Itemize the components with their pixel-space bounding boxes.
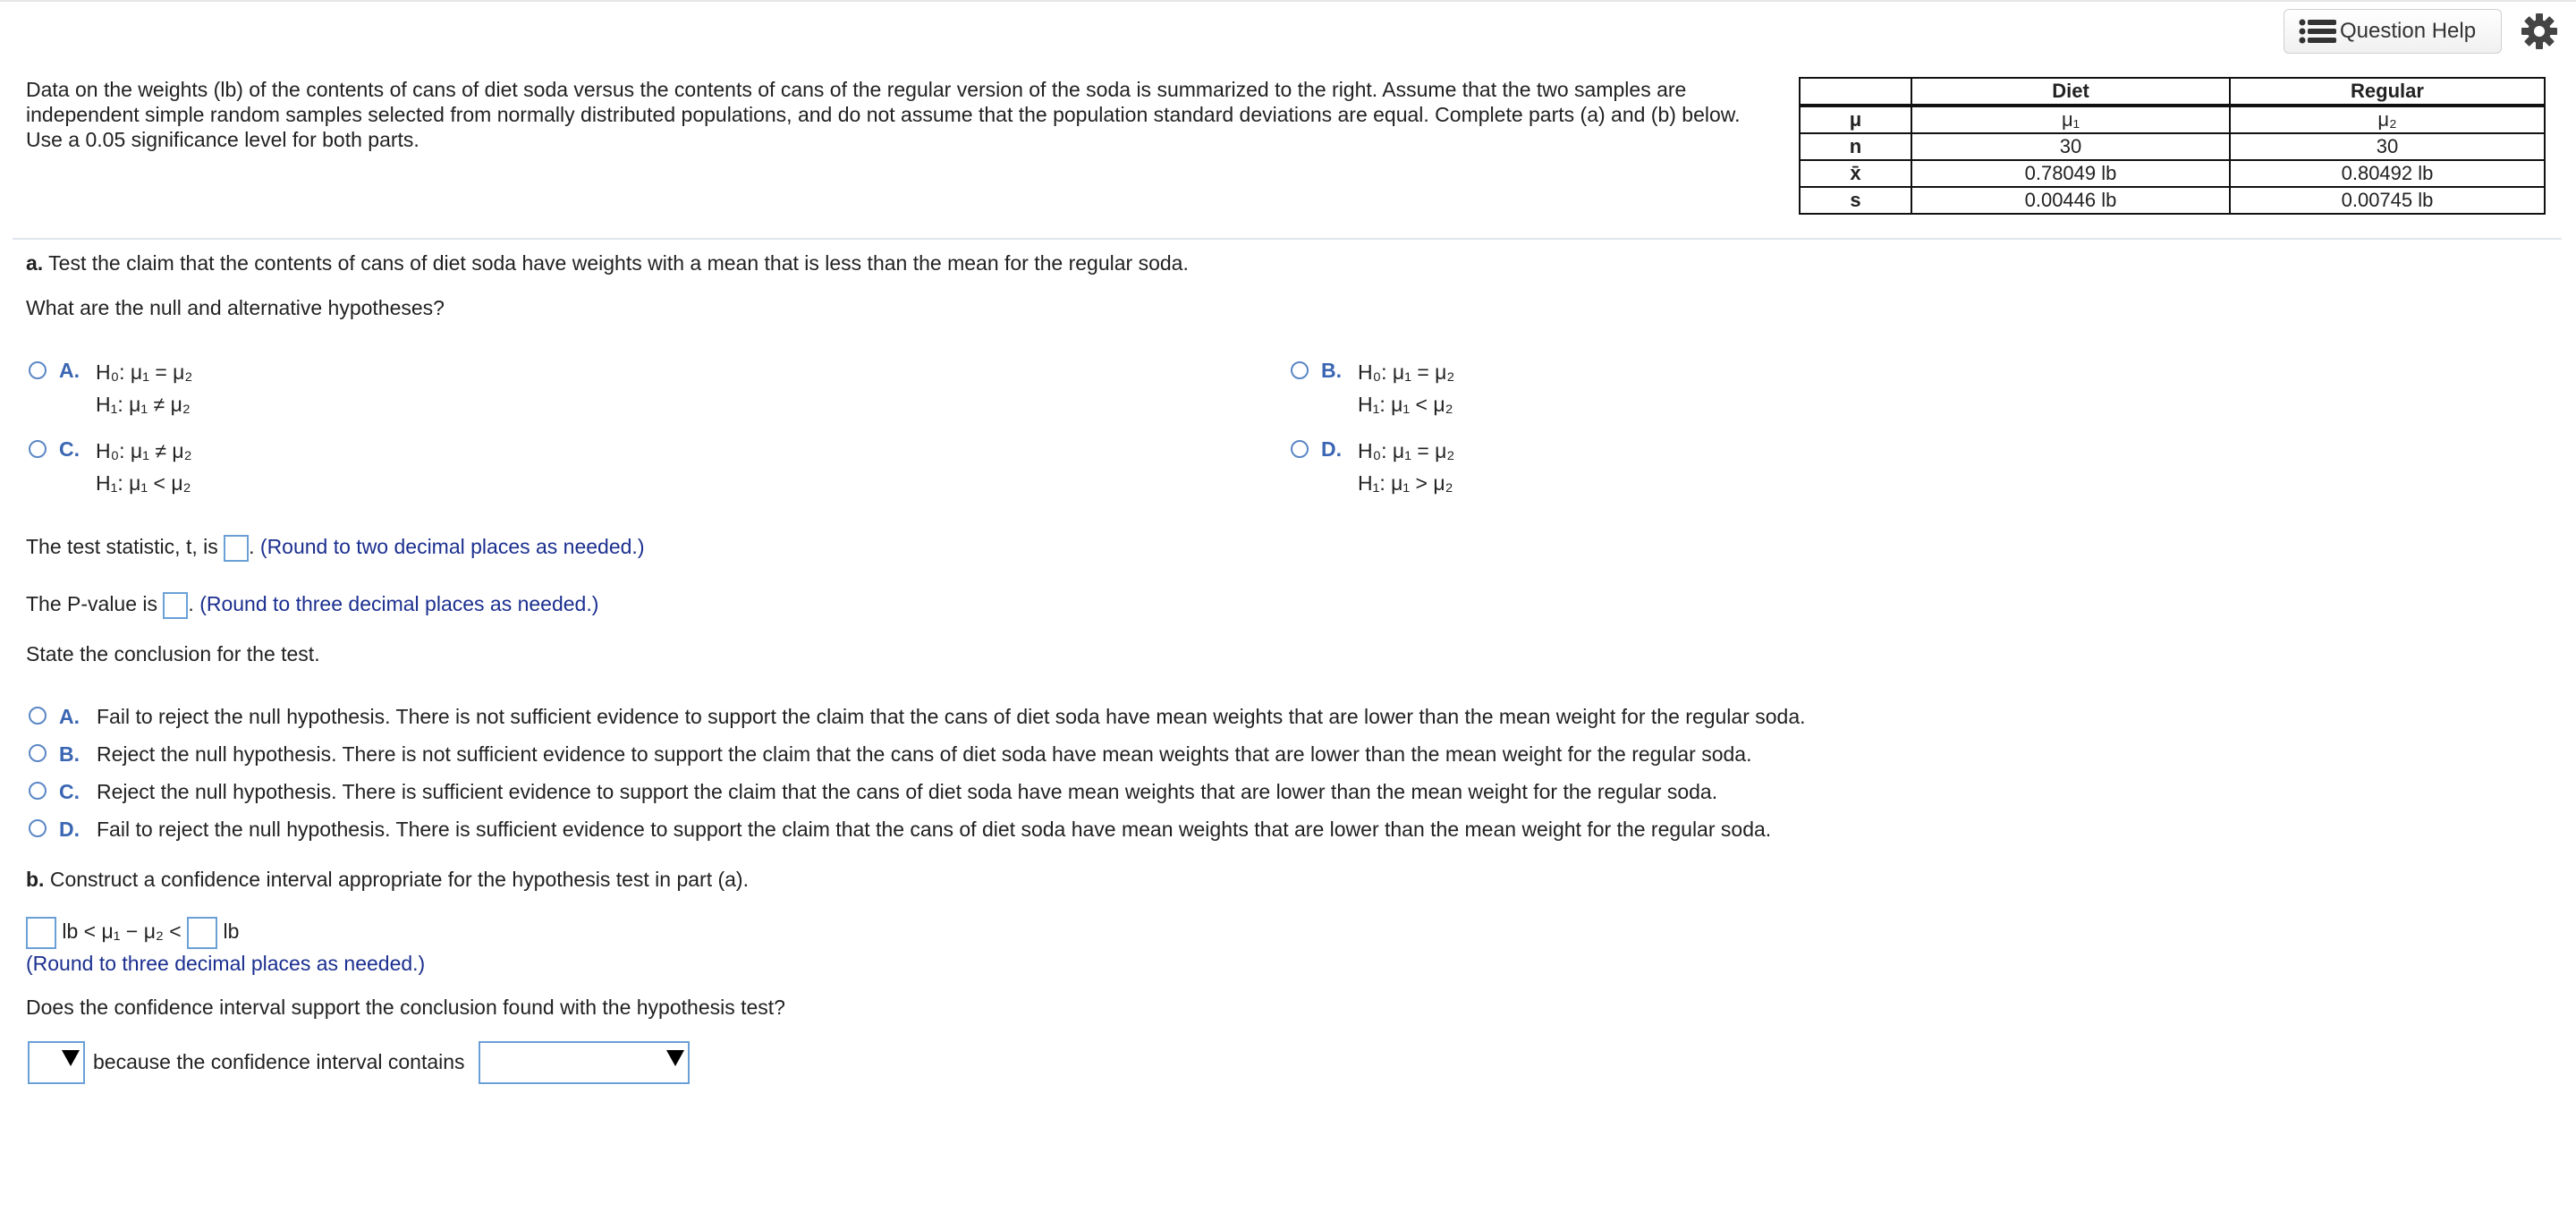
conclusion-option-d-text[interactable]: Fail to reject the null hypothesis. There is sufficient evidence to support the claim that the cans of diet soda have mean weights that are lower than the mean weight for the regular soda.	[97, 818, 1772, 841]
conclusion-option-d-radio[interactable]	[29, 819, 47, 837]
row-label: s	[1800, 187, 1911, 214]
test-statistic-prefix: The test statistic, t, is	[26, 535, 218, 558]
row-label: x̄	[1800, 160, 1911, 187]
p-value-prefix: The P-value is	[26, 592, 158, 615]
row-label: n	[1800, 133, 1911, 160]
summary-table	[1799, 77, 2546, 215]
conclusion-option-a-radio[interactable]	[29, 707, 47, 725]
part-a-claim-text: Test the claim that the contents of cans of diet soda have weights with a mean that is less than the mean for the regular soda.	[48, 251, 1189, 275]
hypothesis-option-b[interactable]	[1358, 356, 1454, 420]
alternative-hypothesis: H₁: μ₁ < μ₂	[96, 471, 191, 495]
test-statistic-line	[26, 531, 644, 562]
table-header-row	[1800, 78, 2545, 106]
support-dropdown[interactable]	[28, 1041, 85, 1084]
regular-cell: μ₂	[2230, 106, 2545, 133]
p-value-line	[26, 589, 598, 619]
gear-icon[interactable]	[2521, 13, 2558, 50]
part-b-prompt-text: Construct a confidence interval appropriate for the hypothesis test in part (a).	[49, 868, 749, 891]
test-statistic-input[interactable]	[224, 535, 249, 562]
conclusion-option-c-letter: C.	[59, 780, 80, 803]
table-row	[1800, 133, 2545, 160]
conclusion-option-b-letter: B.	[59, 742, 80, 766]
ci-middle: μ₁ − μ₂ <	[101, 920, 182, 943]
confidence-interval-line	[26, 916, 239, 949]
hypothesis-option-c-letter: C.	[59, 437, 80, 461]
hypothesis-option-d-radio[interactable]	[1291, 440, 1309, 458]
hypothesis-option-a-radio[interactable]	[29, 361, 47, 379]
conclusion-option-a-letter: A.	[59, 705, 80, 728]
table-header-diet: Diet	[1911, 78, 2230, 106]
hypothesis-option-d-letter: D.	[1321, 437, 1342, 461]
conclusion-option-c-radio[interactable]	[29, 782, 47, 800]
hypothesis-option-c[interactable]	[96, 435, 192, 499]
hypothesis-option-b-radio[interactable]	[1291, 361, 1309, 379]
diet-cell: 30	[1911, 133, 2230, 160]
null-hypothesis: H₀: μ₁ = μ₂	[1358, 360, 1455, 384]
part-a-label: a.	[26, 251, 44, 275]
null-hypothesis: H₀: μ₁ = μ₂	[96, 360, 193, 384]
hypothesis-option-d[interactable]	[1358, 435, 1454, 499]
row-label: μ	[1800, 106, 1911, 133]
conclusion-prompt: State the conclusion for the test.	[26, 642, 320, 665]
regular-cell: 0.00745 lb	[2230, 187, 2545, 214]
test-statistic-hint: (Round to two decimal places as needed.)	[259, 535, 645, 558]
diet-cell: 0.78049 lb	[1911, 160, 2230, 187]
hypotheses-question: What are the null and alternative hypotheses?	[26, 296, 445, 319]
section-divider	[13, 238, 2562, 240]
table-header-regular: Regular	[2230, 78, 2545, 106]
test-statistic-suffix: .	[249, 535, 255, 558]
ci-unit-right: lb	[223, 920, 240, 943]
null-hypothesis: H₀: μ₁ ≠ μ₂	[96, 439, 192, 462]
alternative-hypothesis: H₁: μ₁ > μ₂	[1358, 471, 1453, 495]
conclusion-option-c-text[interactable]: Reject the null hypothesis. There is sufficient evidence to support the claim that the cans of diet soda have mean weights that are lower than the mean weight for the regular soda.	[97, 780, 1718, 803]
list-icon	[2299, 19, 2336, 44]
p-value-hint: (Round to three decimal places as needed.)	[199, 592, 599, 615]
diet-cell: μ₁	[1911, 106, 2230, 133]
diet-cell: 0.00446 lb	[1911, 187, 2230, 214]
hypothesis-option-a[interactable]	[96, 356, 192, 420]
part-a-claim	[26, 251, 1189, 275]
hypothesis-option-a-letter: A.	[59, 359, 80, 382]
chevron-down-icon	[666, 1050, 684, 1066]
table-row	[1800, 187, 2545, 214]
null-hypothesis: H₀: μ₁ = μ₂	[1358, 439, 1455, 462]
question-help-label: Question Help	[2340, 19, 2477, 43]
conclusion-option-a-text[interactable]: Fail to reject the null hypothesis. There is not sufficient evidence to support the claim that the cans of diet soda have mean weights that are lower than the mean weight for the regular soda.	[97, 705, 1806, 728]
ci-unit-left: lb <	[62, 920, 97, 943]
contains-dropdown[interactable]	[479, 1041, 690, 1084]
ci-hint: (Round to three decimal places as needed.)	[26, 952, 426, 975]
hypothesis-option-c-radio[interactable]	[29, 440, 47, 458]
conclusion-option-b-radio[interactable]	[29, 744, 47, 762]
part-b-prompt	[26, 868, 749, 892]
p-value-input[interactable]	[163, 592, 188, 619]
table-header-blank	[1800, 78, 1911, 106]
regular-cell: 0.80492 lb	[2230, 160, 2545, 187]
regular-cell: 30	[2230, 133, 2545, 160]
chevron-down-icon	[62, 1050, 80, 1066]
alternative-hypothesis: H₁: μ₁ ≠ μ₂	[96, 393, 191, 416]
ci-lower-input[interactable]	[26, 917, 56, 949]
part-b-label: b.	[26, 868, 45, 891]
table-row	[1800, 160, 2545, 187]
question-help-button[interactable]	[2284, 9, 2502, 54]
support-question: Does the confidence interval support the conclusion found with the hypothesis test?	[26, 996, 785, 1019]
hypothesis-option-b-letter: B.	[1321, 359, 1342, 382]
table-row	[1800, 106, 2545, 133]
conclusion-option-b-text[interactable]: Reject the null hypothesis. There is not sufficient evidence to support the claim that the cans of diet soda have mean weights that are lower than the mean weight for the regular soda.	[97, 742, 1752, 766]
conclusion-option-d-letter: D.	[59, 818, 80, 841]
because-text: because the confidence interval contains	[93, 1050, 465, 1073]
top-bar	[0, 0, 2576, 59]
problem-intro: Data on the weights (lb) of the contents of cans of diet soda versus the contents of cans of the regular version of the soda is summarized to the right. Assume that the two samples are independent simple random samples selected from normally distributed populations, and do not assume that the population standard deviations are equal. Complete parts (a) and (b) below. Use a 0.05 significance level for both parts.	[26, 78, 1741, 151]
p-value-suffix: .	[188, 592, 194, 615]
ci-upper-input[interactable]	[187, 917, 217, 949]
alternative-hypothesis: H₁: μ₁ < μ₂	[1358, 393, 1453, 416]
